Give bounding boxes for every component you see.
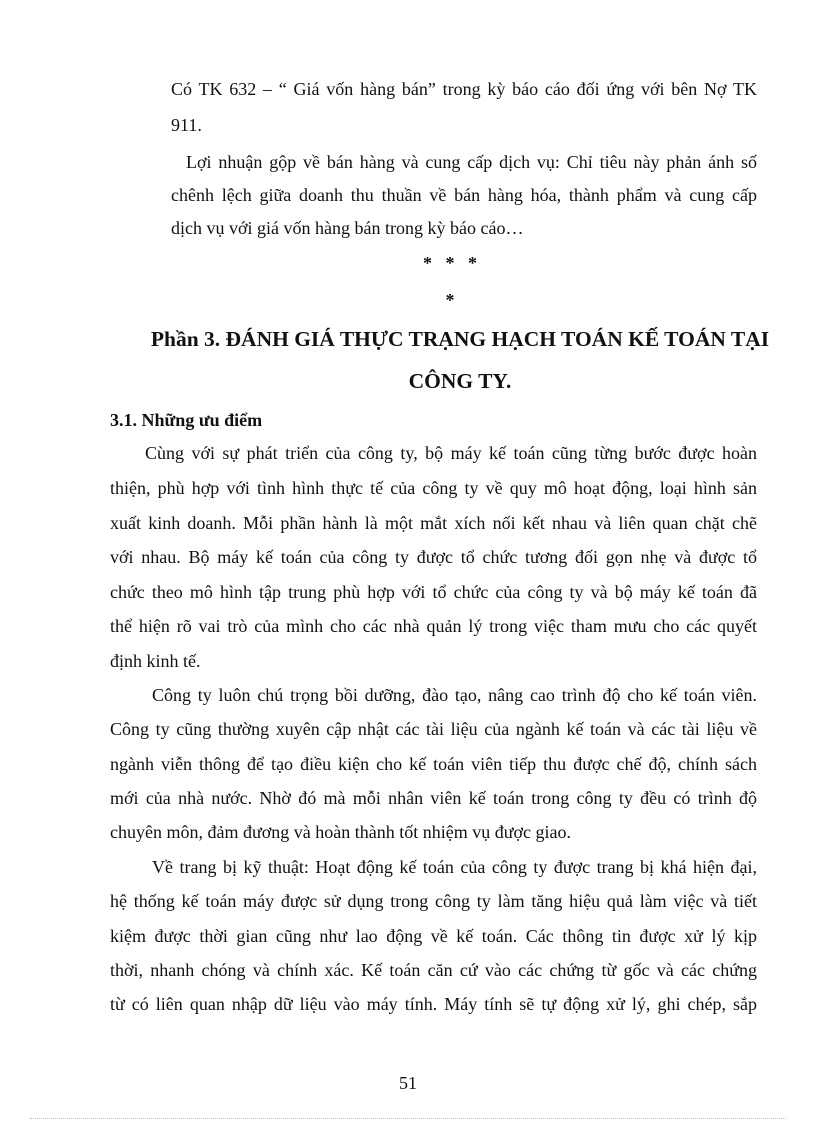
text-line: mới của nhà nước. Nhờ đó mà mỗi nhân viên kế toán trong công ty đều có trình độ <box>110 788 757 808</box>
separator-star: * <box>445 290 455 310</box>
section-heading: Phần 3. ĐÁNH GIÁ THỰC TRẠNG HẠCH TOÁN KẾ TOÁN TẠI <box>150 327 770 351</box>
page-bottom-divider <box>30 1118 786 1119</box>
text-line: hệ thống kế toán máy được sử dụng trong công ty làm tăng hiệu quả làm việc và tiết <box>110 891 757 911</box>
text-line: Về trang bị kỹ thuật: Hoạt động kế toán của công ty được trang bị khá hiện đại, <box>152 857 757 877</box>
text-line: thời, nhanh chóng và chính xác. Kế toán căn cứ vào các chứng từ gốc và các chứng <box>110 960 757 980</box>
text-line: dịch vụ với giá vốn hàng bán trong kỳ báo cáo… <box>171 218 524 238</box>
text-line: chênh lệch giữa doanh thu thuần về bán hàng hóa, thành phẩm và cung cấp <box>171 185 757 205</box>
text-line: 911. <box>171 115 202 135</box>
section-heading-continued: CÔNG TY. <box>408 369 512 393</box>
text-line: thể hiện rõ vai trò của mình cho các nhà quản lý trong việc tham mưu cho các quyết <box>110 616 757 636</box>
text-line: Công ty luôn chú trọng bồi dưỡng, đào tạo, nâng cao trình độ cho kế toán viên. <box>152 685 757 705</box>
text-line: ngành viễn thông để tạo điều kiện cho kế toán viên tiếp thu được chế độ, chính sách <box>110 754 757 774</box>
text-line: kiệm được thời gian cũng như lao động về kế toán. Các thông tin được xử lý kịp <box>110 926 757 946</box>
separator-stars: * * * <box>423 253 477 273</box>
text-line: định kinh tế. <box>110 651 201 671</box>
text-line: Công ty cũng thường xuyên cập nhật các tài liệu của ngành kế toán và các tài liệu về <box>110 719 757 739</box>
page-number: 51 <box>399 1073 417 1093</box>
subsection-title: 3.1. Những ưu điểm <box>110 410 263 430</box>
text-line: xuất kinh doanh. Mỗi phần hành là một mắt xích nối kết nhau và liên quan chặt chẽ <box>110 513 757 533</box>
text-line: Cùng với sự phát triển của công ty, bộ máy kế toán cũng từng bước được hoàn <box>145 443 757 463</box>
text-line: với nhau. Bộ máy kế toán của công ty được tổ chức tương đối gọn nhẹ và được tổ <box>110 547 757 567</box>
text-line: từ có liên quan nhập dữ liệu vào máy tính. Máy tính sẽ tự động xử lý, ghi chép, sắp <box>110 994 757 1014</box>
text-line: Có TK 632 – “ Giá vốn hàng bán” trong kỳ báo cáo đối ứng với bên Nợ TK <box>171 79 757 99</box>
text-line: chức theo mô hình tập trung phù hợp với tổ chức của công ty và bộ máy kế toán đã <box>110 582 757 602</box>
text-line: chuyên môn, đảm đương và hoàn thành tốt nhiệm vụ được giao. <box>110 822 571 842</box>
text-line: thiện, phù hợp với tình hình thực tế của công ty về quy mô hoạt động, loại hình sản <box>110 478 757 498</box>
text-line: Lợi nhuận gộp về bán hàng và cung cấp dịch vụ: Chỉ tiêu này phản ánh số <box>186 152 757 172</box>
